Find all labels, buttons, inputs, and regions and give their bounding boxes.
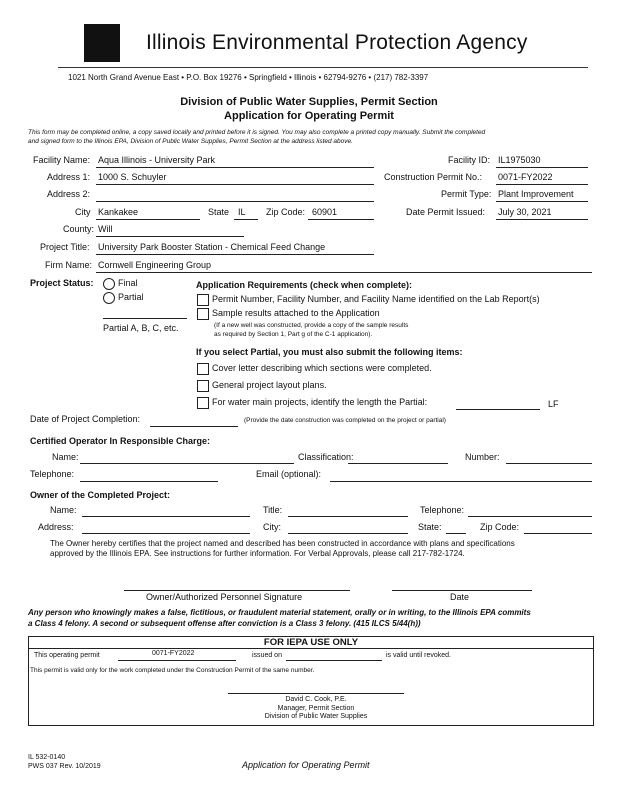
project-status-label: Project Status: xyxy=(30,278,94,288)
address2-line[interactable] xyxy=(96,201,374,202)
date-issued-line xyxy=(496,219,588,220)
project-title-field[interactable]: University Park Booster Station - Chemical Feed Change xyxy=(98,242,326,252)
iepa-permit-label: This operating permit xyxy=(34,652,100,659)
iepa-signer-title: Manager, Permit Section xyxy=(277,705,355,712)
footer-form-code: IL 532-0140 xyxy=(28,754,66,761)
iepa-logo xyxy=(84,24,120,62)
permit-type-line xyxy=(496,201,588,202)
operator-number-field[interactable] xyxy=(506,463,592,464)
iepa-heading-rule xyxy=(28,648,594,649)
form-title: Application for Operating Permit xyxy=(224,110,394,122)
partial-items-heading: If you select Partial, you must also submit the following items: xyxy=(196,347,463,357)
owner-name-label: Name: xyxy=(50,505,77,515)
owner-state-label: State: xyxy=(418,522,442,532)
operator-email-label: Email (optional): xyxy=(256,469,322,479)
operator-classification-field[interactable] xyxy=(348,463,448,464)
req-sample-note-2: as required by Section 1, Part g of the C-1 application). xyxy=(214,331,373,338)
completion-date-label: Date of Project Completion: xyxy=(30,414,141,424)
construction-permit-line xyxy=(496,184,588,185)
final-radio[interactable] xyxy=(103,278,115,290)
operator-name-field[interactable] xyxy=(80,463,294,464)
iepa-valid-note: This permit is valid only for the work completed under the Construction Permit of the same number. xyxy=(30,667,315,674)
zip-field[interactable]: 60901 xyxy=(312,207,338,217)
felony-warning-1: Any person who knowingly makes a false, fictitious, or fraudulent material statement, orally or in writing, to the Illinois EPA commits xyxy=(28,608,531,617)
owner-state-field[interactable] xyxy=(446,533,466,534)
cover-letter-checkbox[interactable] xyxy=(197,363,209,375)
facility-name-label: Facility Name: xyxy=(33,155,91,165)
address1-line xyxy=(96,184,374,185)
address1-label: Address 1: xyxy=(47,172,91,182)
date-issued-field[interactable]: July 30, 2021 xyxy=(498,207,552,217)
owner-certification: The Owner hereby certifies that the project named and described has been constructed in accordance with plans and specifications xyxy=(50,539,515,548)
owner-title-field[interactable] xyxy=(288,516,408,517)
partial-radio[interactable] xyxy=(103,292,115,304)
owner-zip-field[interactable] xyxy=(524,533,592,534)
completion-date-field[interactable] xyxy=(150,426,238,427)
cover-letter-label: Cover letter describing which sections were completed. xyxy=(212,363,432,373)
owner-address-label: Address: xyxy=(38,522,74,532)
construction-permit-field[interactable]: 0071-FY2022 xyxy=(498,172,553,182)
requirements-heading: Application Requirements (check when complete): xyxy=(196,280,413,290)
firm-name-line xyxy=(96,272,592,273)
operator-classification-label: Classification: xyxy=(298,452,354,462)
signature-label: Owner/Authorized Personnel Signature xyxy=(146,592,303,602)
permit-type-label: Permit Type: xyxy=(441,189,492,199)
owner-heading: Owner of the Completed Project: xyxy=(30,490,171,500)
owner-city-field[interactable] xyxy=(288,533,408,534)
permit-type-field[interactable]: Plant Improvement xyxy=(498,189,574,199)
facility-id-line xyxy=(496,167,588,168)
project-title-line xyxy=(96,254,374,255)
owner-name-field[interactable] xyxy=(82,516,250,517)
signature-field[interactable] xyxy=(124,590,350,591)
facility-name-field[interactable]: Aqua Illinois - University Park xyxy=(98,155,216,165)
owner-certification-2: approved by the Illinois EPA. See instructions for further information. For Verbal Approvals, please call 217-782-1724. xyxy=(50,549,465,558)
layout-plans-label: General project layout plans. xyxy=(212,380,327,390)
firm-name-field[interactable]: Cornwell Engineering Group xyxy=(98,260,212,270)
owner-telephone-field[interactable] xyxy=(468,516,592,517)
address1-field[interactable]: 1000 S. Schuyler xyxy=(98,172,167,182)
address2-label: Address 2: xyxy=(47,189,91,199)
date-issued-label: Date Permit Issued: xyxy=(406,207,486,217)
facility-id-field[interactable]: IL1975030 xyxy=(498,155,541,165)
iepa-use-only-heading: FOR IEPA USE ONLY xyxy=(263,637,359,648)
owner-city-label: City: xyxy=(263,522,281,532)
footer-revision: PWS 037 Rev. 10/2019 xyxy=(28,763,101,770)
signature-date-field[interactable] xyxy=(392,590,532,591)
facility-name-line xyxy=(96,167,374,168)
state-label: State xyxy=(208,207,230,217)
county-label: County: xyxy=(63,224,95,234)
city-field[interactable]: Kankakee xyxy=(98,207,139,217)
partial-length-field[interactable] xyxy=(456,409,540,410)
form-instructions: This form may be completed online, a copy saved locally and printed before it is signed. You may also complete a printed copy manually. Submit the completed xyxy=(28,129,486,136)
firm-name-label: Firm Name: xyxy=(45,260,92,270)
owner-telephone-label: Telephone: xyxy=(420,505,465,515)
signature-date-label: Date xyxy=(450,592,470,602)
operator-telephone-field[interactable] xyxy=(80,481,218,482)
city-line xyxy=(96,219,200,220)
footer-title: Application for Operating Permit xyxy=(242,760,370,770)
state-field[interactable]: IL xyxy=(238,207,246,217)
iepa-signer-name: David C. Cook, P.E. xyxy=(285,696,347,703)
iepa-signature-line xyxy=(228,693,404,694)
partial-hint: Partial A, B, C, etc. xyxy=(103,323,179,333)
req-sample-results-label: Sample results attached to the Application xyxy=(212,308,380,318)
operator-number-label: Number: xyxy=(465,452,500,462)
operator-name-label: Name: xyxy=(52,452,79,462)
owner-address-field[interactable] xyxy=(82,533,250,534)
county-field[interactable]: Will xyxy=(98,224,113,234)
project-title-label: Project Title: xyxy=(40,242,90,252)
completion-date-note: (Provide the date construction was completed on the project or partial) xyxy=(244,417,446,424)
zip-line xyxy=(308,219,374,220)
county-line xyxy=(96,236,244,237)
zip-label: Zip Code: xyxy=(266,207,306,217)
iepa-signer-division: Division of Public Water Supplies xyxy=(264,713,368,720)
iepa-issued-label: issued on xyxy=(252,652,282,659)
operator-email-field[interactable] xyxy=(330,481,592,482)
water-main-checkbox[interactable] xyxy=(197,397,209,409)
agency-title: Illinois Environmental Protection Agency xyxy=(146,31,528,54)
operator-heading: Certified Operator In Responsible Charge: xyxy=(30,436,211,446)
header-rule xyxy=(58,67,588,68)
req-lab-report-label: Permit Number, Facility Number, and Facility Name identified on the Lab Report(s) xyxy=(212,294,540,304)
lf-unit: LF xyxy=(548,399,559,409)
iepa-permit-line xyxy=(118,660,236,661)
partial-letter-line[interactable] xyxy=(103,318,187,319)
owner-zip-label: Zip Code: xyxy=(480,522,520,532)
form-instructions-2: and signed form to the Illinois EPA, Division of Public Water Supplies, Permit Section at the address listed above. xyxy=(28,138,353,145)
agency-address: 1021 North Grand Avenue East • P.O. Box 19276 • Springfield • Illinois • 62794-9276 • (217) 782-3397 xyxy=(68,73,429,82)
state-line xyxy=(234,219,258,220)
iepa-valid-label: is valid until revoked. xyxy=(386,652,451,659)
operator-telephone-label: Telephone: xyxy=(30,469,75,479)
iepa-permit-number: 0071-FY2022 xyxy=(152,650,195,657)
final-label: Final xyxy=(118,278,138,288)
city-label: City xyxy=(75,207,91,217)
felony-warning-2: a Class 4 felony. A second or subsequent offense after conviction is a Class 3 felony. (415 ILCS 5/44(h)) xyxy=(28,619,421,628)
division-title: Division of Public Water Supplies, Permit Section xyxy=(180,96,438,108)
owner-title-label: Title: xyxy=(263,505,283,515)
facility-id-label: Facility ID: xyxy=(448,155,491,165)
construction-permit-label: Construction Permit No.: xyxy=(384,172,483,182)
req-sample-note-1: (If a new well was constructed, provide a copy of the sample results xyxy=(214,322,409,329)
req-sample-results-checkbox[interactable] xyxy=(197,308,209,320)
layout-plans-checkbox[interactable] xyxy=(197,380,209,392)
partial-label: Partial xyxy=(118,292,144,302)
req-lab-report-checkbox[interactable] xyxy=(197,294,209,306)
water-main-label: For water main projects, identify the length the Partial: xyxy=(212,397,428,407)
iepa-issued-date-field[interactable] xyxy=(286,660,382,661)
